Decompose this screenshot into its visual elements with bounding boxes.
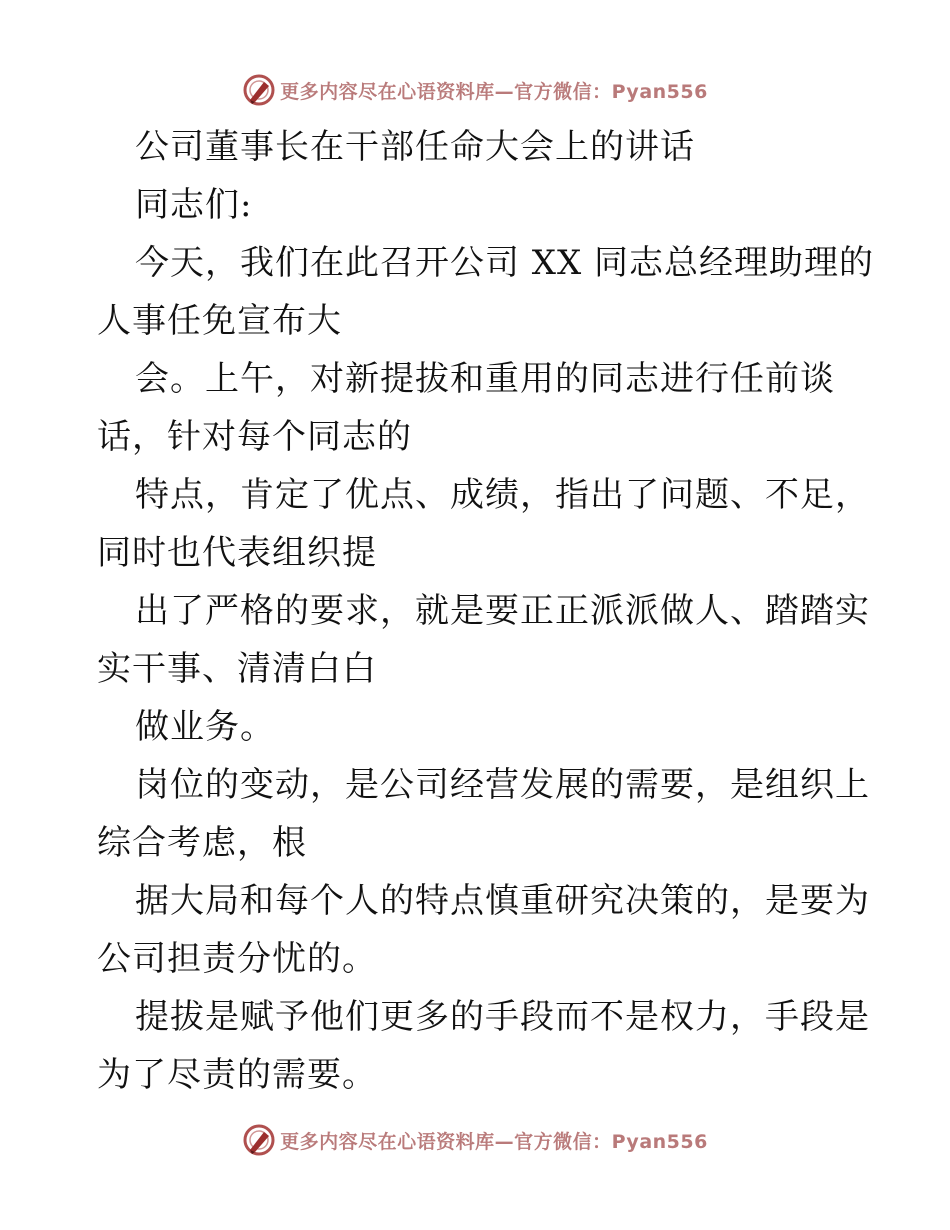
banner-text: 更多内容尽在心语资料库—官方微信：Pyan556 bbox=[280, 80, 708, 103]
header-banner bbox=[0, 70, 950, 110]
text-line: 今天，我们在此召开公司 XX 同志总经理助理的 bbox=[135, 243, 875, 283]
document-body bbox=[97, 118, 875, 1104]
document-title: 公司董事长在干部任命大会上的讲话 bbox=[135, 127, 695, 167]
text-line: 岗位的变动，是公司经营发展的需要，是组织上 bbox=[135, 765, 870, 805]
text-line: 特点，肯定了优点、成绩，指出了问题、不足， bbox=[135, 475, 870, 515]
text-line: 提拔是赋予他们更多的手段而不是权力，手段是 bbox=[135, 997, 870, 1037]
pen-logo-icon bbox=[242, 1123, 276, 1157]
banner-text: 更多内容尽在心语资料库—官方微信：Pyan556 bbox=[280, 1130, 708, 1153]
text-line: 会。上午，对新提拔和重用的同志进行任前谈 bbox=[135, 359, 835, 399]
text-line: 实干事、清清白白 bbox=[97, 649, 377, 689]
footer-banner bbox=[0, 1120, 950, 1160]
text-line: 话，针对每个同志的 bbox=[97, 417, 412, 457]
text-line: 综合考虑，根 bbox=[97, 823, 307, 863]
text-line: 为了尽责的需要。 bbox=[97, 1055, 377, 1095]
pen-logo-icon bbox=[242, 73, 276, 107]
text-line: 同志们: bbox=[135, 185, 253, 225]
text-line: 做业务。 bbox=[135, 707, 275, 747]
text-line: 据大局和每个人的特点慎重研究决策的，是要为 bbox=[135, 881, 870, 921]
text-line: 人事任免宣布大 bbox=[97, 301, 342, 341]
text-line: 同时也代表组织提 bbox=[97, 533, 377, 573]
text-line: 出了严格的要求，就是要正正派派做人、踏踏实 bbox=[135, 591, 870, 631]
text-line: 公司担责分忧的。 bbox=[97, 939, 377, 979]
